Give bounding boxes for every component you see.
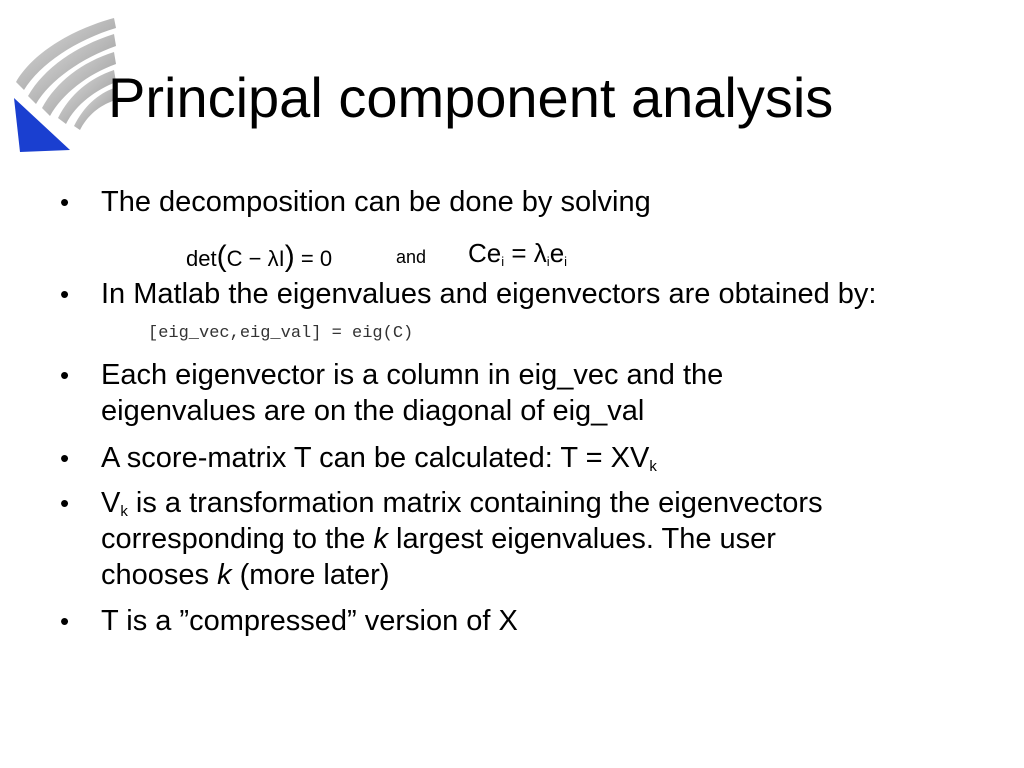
- bullet-marker: •: [60, 187, 70, 217]
- bullet-eigenvector-line2: eigenvalues are on the diagonal of eig_val: [101, 395, 645, 427]
- eq-equals: =: [300, 246, 314, 271]
- k-italic: k: [217, 559, 232, 591]
- bullet-transformation-line2: [101, 521, 776, 557]
- bullet-marker: •: [60, 443, 70, 473]
- bullet-marker: •: [60, 488, 70, 518]
- eq2-c: C: [468, 238, 487, 268]
- vk-sub: k: [120, 503, 128, 520]
- bullet-decomposition: The decomposition can be done by solving: [101, 186, 651, 218]
- bullet-marker: •: [60, 606, 70, 636]
- bullet-marker: •: [60, 360, 70, 390]
- equation-eigen: [468, 238, 567, 277]
- and-label: and: [396, 247, 427, 267]
- eq2-sub-i3: i: [564, 254, 568, 269]
- vk-v: V: [101, 487, 121, 519]
- eq-det: det: [186, 246, 217, 271]
- more-later-text: (more later): [231, 559, 390, 591]
- bullet-eigenvector-line1: Each eigenvector is a column in eig_vec and the: [101, 359, 724, 391]
- eq-lambda: λ: [267, 246, 279, 271]
- eq-identity: I: [278, 246, 285, 271]
- chooses-text: chooses: [101, 559, 218, 591]
- corresponding-text: corresponding to the: [101, 523, 374, 555]
- eq2-sub-i: i: [501, 254, 505, 269]
- eq-zero: 0: [319, 246, 333, 271]
- bullet-marker: •: [60, 279, 70, 309]
- bullet-transformation-line3: [101, 557, 390, 593]
- eq2-e: e: [486, 238, 502, 268]
- k-italic: k: [373, 523, 388, 555]
- score-matrix-text: A score-matrix T can be calculated: T = XV: [101, 442, 650, 474]
- eq2-lambda: λ: [533, 238, 547, 268]
- logo-icon: [10, 12, 120, 154]
- eq2-e2: e: [549, 238, 565, 268]
- equation-characteristic: [186, 242, 332, 274]
- bullet-score-matrix: [101, 440, 657, 485]
- transformation-text: is a transformation matrix containing the eigenvectors: [127, 487, 823, 519]
- largest-text: largest eigenvalues. The user: [387, 523, 776, 555]
- eq2-equals: =: [511, 238, 527, 268]
- eq2-sub-i2: i: [546, 254, 550, 269]
- eq-lparen: (: [216, 240, 227, 273]
- eq-c: C: [226, 246, 243, 271]
- bullet-matlab: In Matlab the eigenvalues and eigenvectors are obtained by:: [101, 278, 877, 310]
- score-matrix-sub: k: [649, 458, 657, 475]
- matlab-code: [eig_vec,eig_val] = eig(C): [148, 324, 414, 343]
- bullet-compressed: T is a ”compressed” version of X: [101, 605, 518, 637]
- slide-title: Principal component analysis: [108, 66, 834, 129]
- eq-rparen: ): [284, 240, 295, 273]
- eq-minus: −: [248, 246, 262, 271]
